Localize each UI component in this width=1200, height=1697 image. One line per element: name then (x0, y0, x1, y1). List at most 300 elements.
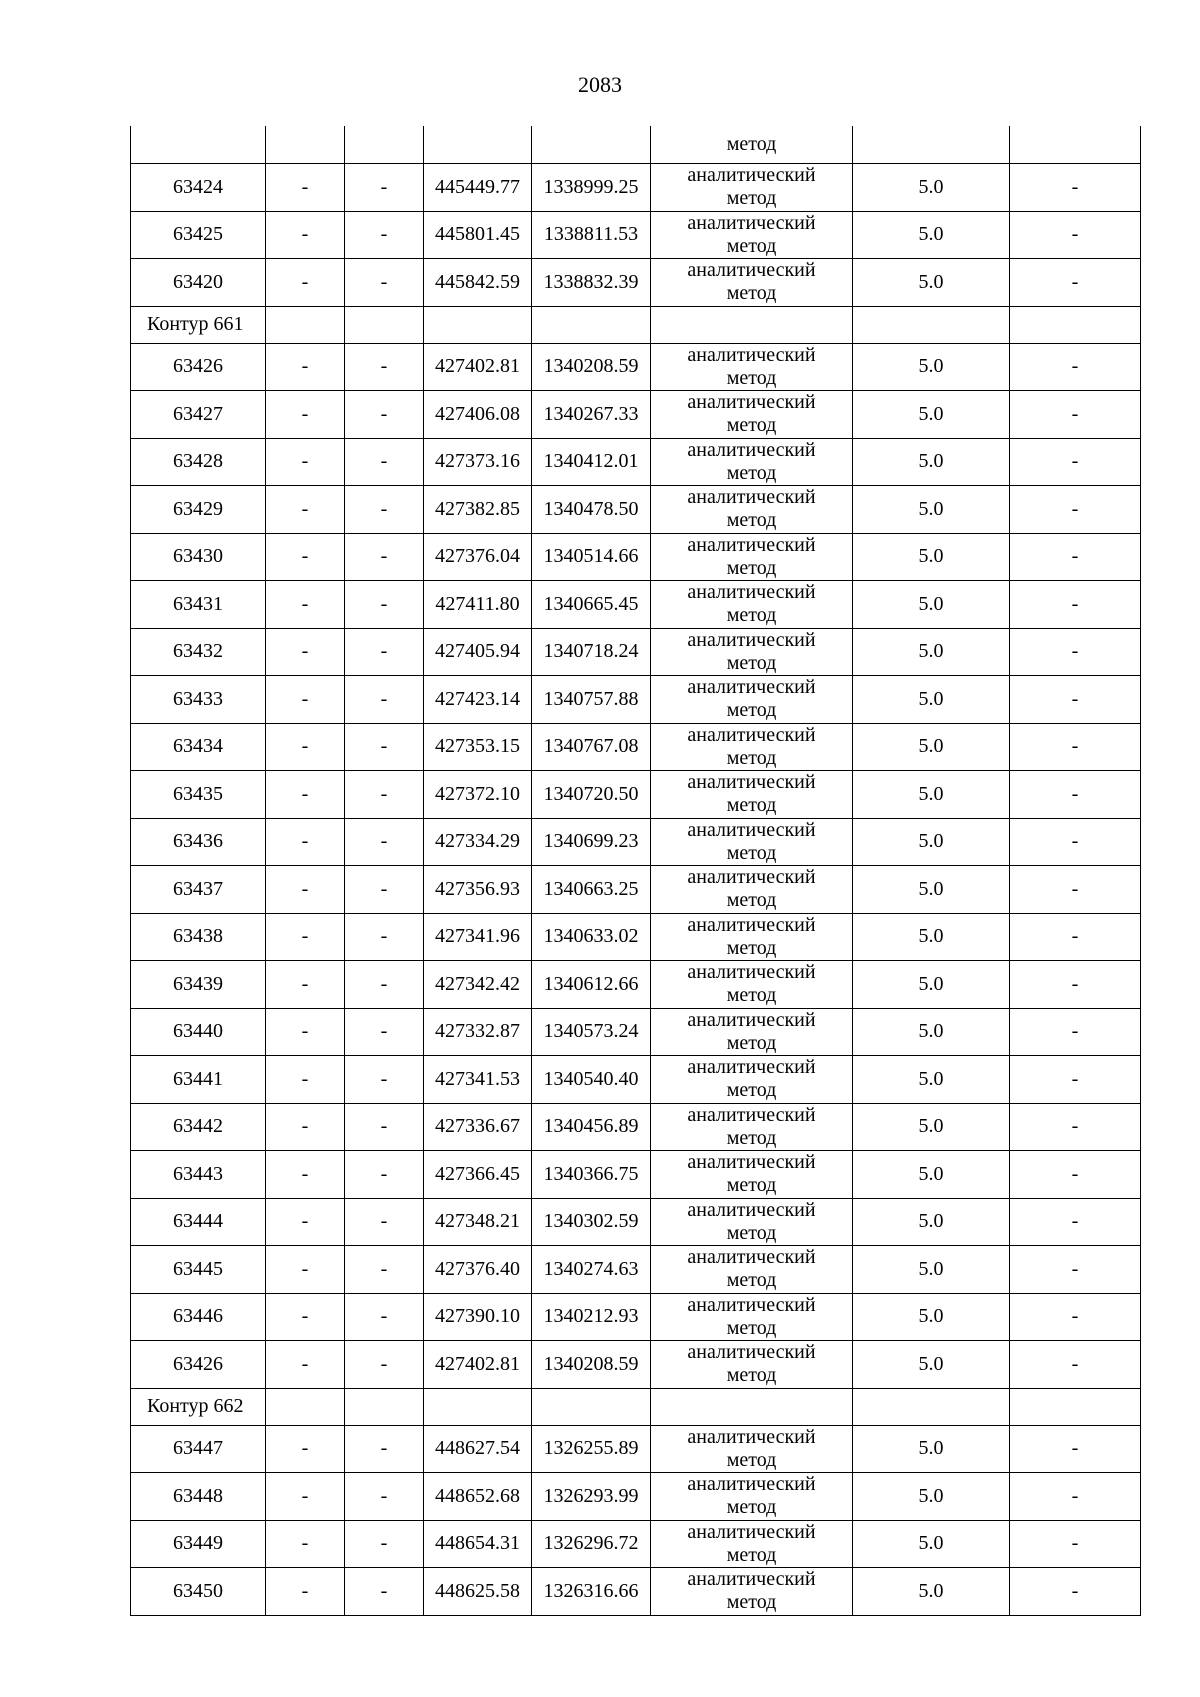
method-line-2: метод (726, 1364, 777, 1387)
method-cell (651, 259, 853, 307)
x-coordinate-cell: 427405.94 (424, 628, 532, 676)
point-id-cell: 63442 (131, 1103, 266, 1151)
accuracy-cell: 5.0 (853, 1246, 1010, 1294)
dash-cell: - (266, 1341, 345, 1389)
empty-cell (853, 1388, 1010, 1425)
empty-cell (651, 1388, 853, 1425)
x-coordinate-cell: 427348.21 (424, 1198, 532, 1246)
accuracy-cell: 5.0 (853, 1520, 1010, 1568)
method-cell (651, 1198, 853, 1246)
method-line-1: аналитический (687, 211, 816, 234)
y-coordinate-cell: 1340663.25 (532, 866, 651, 914)
y-coordinate-cell: 1340456.89 (532, 1103, 651, 1151)
method-cell (651, 723, 853, 771)
dash-cell: - (345, 1151, 424, 1199)
method-cell (651, 913, 853, 961)
accuracy-cell: 5.0 (853, 1473, 1010, 1521)
method-line-1: аналитический (687, 1246, 816, 1269)
accuracy-cell: 5.0 (853, 628, 1010, 676)
point-id-cell: 63428 (131, 438, 266, 486)
dash-cell: - (266, 1056, 345, 1104)
table-row (131, 1008, 1141, 1056)
table-row (131, 391, 1141, 439)
dash-cell: - (345, 961, 424, 1009)
method-line-2: метод (726, 936, 777, 959)
method-line-2: метод (726, 1591, 777, 1614)
dash-cell: - (266, 211, 345, 259)
point-id-cell: 63447 (131, 1425, 266, 1473)
method-cell (651, 1425, 853, 1473)
dash-cell: - (1010, 866, 1141, 914)
table-row (131, 913, 1141, 961)
dash-cell: - (345, 1293, 424, 1341)
method-line-1: аналитический (687, 1425, 816, 1448)
point-id-cell: 63450 (131, 1568, 266, 1616)
dash-cell: - (1010, 676, 1141, 724)
table-row (131, 438, 1141, 486)
method-line-2: метод (726, 1174, 777, 1197)
empty-cell (853, 126, 1010, 164)
accuracy-cell: 5.0 (853, 1293, 1010, 1341)
x-coordinate-cell: 427411.80 (424, 581, 532, 629)
y-coordinate-cell: 1340540.40 (532, 1056, 651, 1104)
table-row (131, 1056, 1141, 1104)
table-row (131, 818, 1141, 866)
dash-cell: - (266, 866, 345, 914)
x-coordinate-cell: 448625.58 (424, 1568, 532, 1616)
dash-cell: - (1010, 259, 1141, 307)
accuracy-cell: 5.0 (853, 164, 1010, 212)
method-line-1: аналитический (687, 1568, 816, 1591)
y-coordinate-cell: 1340767.08 (532, 723, 651, 771)
method-line-1: аналитический (687, 1198, 816, 1221)
dash-cell: - (266, 723, 345, 771)
method-line-1: аналитический (687, 961, 816, 984)
method-line-1: аналитический (687, 1151, 816, 1174)
dash-cell: - (345, 343, 424, 391)
point-id-cell: 63446 (131, 1293, 266, 1341)
dash-cell: - (345, 866, 424, 914)
empty-cell (424, 1388, 532, 1425)
dash-cell: - (345, 533, 424, 581)
method-line-2: метод (726, 794, 777, 817)
method-cell (651, 628, 853, 676)
y-coordinate-cell: 1340720.50 (532, 771, 651, 819)
empty-cell (1010, 306, 1141, 343)
dash-cell: - (266, 1293, 345, 1341)
dash-cell: - (1010, 1425, 1141, 1473)
dash-cell: - (266, 581, 345, 629)
method-cell (651, 486, 853, 534)
method-cell (651, 818, 853, 866)
method-line-2: метод (726, 1269, 777, 1292)
method-line-2: метод (726, 1448, 777, 1471)
x-coordinate-cell: 427390.10 (424, 1293, 532, 1341)
method-line-1: аналитический (687, 533, 816, 556)
method-line-1: аналитический (687, 164, 816, 187)
dash-cell: - (345, 913, 424, 961)
method-cell (651, 1520, 853, 1568)
x-coordinate-cell: 445449.77 (424, 164, 532, 212)
dash-cell: - (1010, 1520, 1141, 1568)
x-coordinate-cell: 427334.29 (424, 818, 532, 866)
x-coordinate-cell: 427353.15 (424, 723, 532, 771)
x-coordinate-cell: 445842.59 (424, 259, 532, 307)
dash-cell: - (266, 1425, 345, 1473)
y-coordinate-cell: 1340757.88 (532, 676, 651, 724)
point-id-cell: 63429 (131, 486, 266, 534)
y-coordinate-cell: 1340208.59 (532, 1341, 651, 1389)
method-cell (651, 1103, 853, 1151)
empty-cell (266, 126, 345, 164)
table-row (131, 1293, 1141, 1341)
dash-cell: - (345, 1103, 424, 1151)
x-coordinate-cell: 448654.31 (424, 1520, 532, 1568)
dash-cell: - (266, 1103, 345, 1151)
accuracy-cell: 5.0 (853, 1425, 1010, 1473)
dash-cell: - (345, 818, 424, 866)
method-line-1: аналитический (687, 1341, 816, 1364)
x-coordinate-cell: 427341.96 (424, 913, 532, 961)
method-cell (651, 391, 853, 439)
x-coordinate-cell: 427341.53 (424, 1056, 532, 1104)
method-cell (651, 1293, 853, 1341)
dash-cell: - (345, 1056, 424, 1104)
dash-cell: - (266, 818, 345, 866)
x-coordinate-cell: 427382.85 (424, 486, 532, 534)
dash-cell: - (345, 676, 424, 724)
y-coordinate-cell: 1326293.99 (532, 1473, 651, 1521)
method-line-2: метод (726, 889, 777, 912)
method-cell (651, 771, 853, 819)
table-row (131, 1151, 1141, 1199)
dash-cell: - (1010, 913, 1141, 961)
method-cell (651, 164, 853, 212)
point-id-cell: 63449 (131, 1520, 266, 1568)
accuracy-cell: 5.0 (853, 581, 1010, 629)
dash-cell: - (345, 1520, 424, 1568)
method-line-2: метод (726, 187, 777, 210)
method-line-2: метод (726, 984, 777, 1007)
x-coordinate-cell: 427373.16 (424, 438, 532, 486)
table-row (131, 1103, 1141, 1151)
x-coordinate-cell: 448652.68 (424, 1473, 532, 1521)
dash-cell: - (1010, 1246, 1141, 1294)
point-id-cell: 63430 (131, 533, 266, 581)
table-row (131, 1473, 1141, 1521)
contour-header-row (131, 306, 1141, 343)
method-cell (651, 866, 853, 914)
x-coordinate-cell: 427372.10 (424, 771, 532, 819)
x-coordinate-cell: 427366.45 (424, 1151, 532, 1199)
dash-cell: - (345, 1198, 424, 1246)
x-coordinate-cell: 427332.87 (424, 1008, 532, 1056)
method-line-2: метод (726, 841, 777, 864)
table-row (131, 211, 1141, 259)
table-row (131, 343, 1141, 391)
dash-cell: - (345, 1246, 424, 1294)
point-id-cell: 63426 (131, 1341, 266, 1389)
dash-cell: - (345, 1008, 424, 1056)
dash-cell: - (1010, 628, 1141, 676)
dash-cell: - (266, 1520, 345, 1568)
method-line-1: аналитический (687, 486, 816, 509)
accuracy-cell: 5.0 (853, 391, 1010, 439)
method-line-1: аналитический (687, 438, 816, 461)
table-row (131, 1425, 1141, 1473)
x-coordinate-cell: 427402.81 (424, 343, 532, 391)
method-line-1: аналитический (687, 1293, 816, 1316)
empty-cell (532, 126, 651, 164)
method-line-2: метод (726, 509, 777, 532)
method-cell (651, 1473, 853, 1521)
y-coordinate-cell: 1326255.89 (532, 1425, 651, 1473)
point-id-cell: 63438 (131, 913, 266, 961)
accuracy-cell: 5.0 (853, 1151, 1010, 1199)
y-coordinate-cell: 1340573.24 (532, 1008, 651, 1056)
method-line-2: метод (726, 651, 777, 674)
dash-cell: - (1010, 1341, 1141, 1389)
x-coordinate-cell: 427356.93 (424, 866, 532, 914)
method-cell (651, 211, 853, 259)
y-coordinate-cell: 1340208.59 (532, 343, 651, 391)
dash-cell: - (266, 1473, 345, 1521)
dash-cell: - (266, 1151, 345, 1199)
empty-cell (1010, 1388, 1141, 1425)
point-id-cell: 63441 (131, 1056, 266, 1104)
x-coordinate-cell: 448627.54 (424, 1425, 532, 1473)
table-row (131, 533, 1141, 581)
dash-cell: - (345, 259, 424, 307)
accuracy-cell: 5.0 (853, 723, 1010, 771)
method-line-2: метод (726, 556, 777, 579)
point-id-cell: 63435 (131, 771, 266, 819)
dash-cell: - (266, 676, 345, 724)
method-line-1: аналитический (687, 1056, 816, 1079)
dash-cell: - (266, 259, 345, 307)
dash-cell: - (1010, 164, 1141, 212)
point-id-cell: 63425 (131, 211, 266, 259)
dash-cell: - (345, 391, 424, 439)
coordinates-table (130, 126, 1141, 1616)
dash-cell: - (266, 343, 345, 391)
table-row (131, 1198, 1141, 1246)
dash-cell: - (1010, 1293, 1141, 1341)
method-line-1: аналитический (687, 343, 816, 366)
dash-cell: - (1010, 961, 1141, 1009)
method-cell (651, 676, 853, 724)
method-cell (651, 1568, 853, 1616)
empty-cell (131, 126, 266, 164)
accuracy-cell: 5.0 (853, 211, 1010, 259)
accuracy-cell: 5.0 (853, 866, 1010, 914)
dash-cell: - (266, 628, 345, 676)
point-id-cell: 63437 (131, 866, 266, 914)
dash-cell: - (345, 438, 424, 486)
accuracy-cell: 5.0 (853, 486, 1010, 534)
point-id-cell: 63444 (131, 1198, 266, 1246)
method-line-2: метод (726, 282, 777, 305)
accuracy-cell: 5.0 (853, 1198, 1010, 1246)
empty-cell (345, 126, 424, 164)
dash-cell: - (266, 771, 345, 819)
x-coordinate-cell: 427402.81 (424, 1341, 532, 1389)
y-coordinate-cell: 1340514.66 (532, 533, 651, 581)
point-id-cell: 63432 (131, 628, 266, 676)
dash-cell: - (1010, 1103, 1141, 1151)
y-coordinate-cell: 1340212.93 (532, 1293, 651, 1341)
table-row (131, 164, 1141, 212)
dash-cell: - (266, 164, 345, 212)
method-line-2: метод (726, 1221, 777, 1244)
x-coordinate-cell: 427336.67 (424, 1103, 532, 1151)
method-line-1: аналитический (687, 1008, 816, 1031)
method-cell (651, 343, 853, 391)
accuracy-cell: 5.0 (853, 1341, 1010, 1389)
point-id-cell: 63445 (131, 1246, 266, 1294)
method-line-2: метод (726, 234, 777, 257)
y-coordinate-cell: 1340478.50 (532, 486, 651, 534)
table-row (131, 676, 1141, 724)
accuracy-cell: 5.0 (853, 1056, 1010, 1104)
table-row (131, 723, 1141, 771)
dash-cell: - (266, 1568, 345, 1616)
point-id-cell: 63433 (131, 676, 266, 724)
accuracy-cell: 5.0 (853, 1103, 1010, 1151)
contour-label: Контур 662 (131, 1388, 266, 1425)
dash-cell: - (345, 1425, 424, 1473)
x-coordinate-cell: 427376.04 (424, 533, 532, 581)
y-coordinate-cell: 1340718.24 (532, 628, 651, 676)
dash-cell: - (266, 391, 345, 439)
empty-cell (1010, 126, 1141, 164)
contour-header-row (131, 1388, 1141, 1425)
method-line-1: аналитический (687, 1103, 816, 1126)
dash-cell: - (345, 164, 424, 212)
dash-cell: - (345, 628, 424, 676)
table-row (131, 1520, 1141, 1568)
dash-cell: - (345, 486, 424, 534)
method-cell (651, 533, 853, 581)
dash-cell: - (345, 581, 424, 629)
y-coordinate-cell: 1326296.72 (532, 1520, 651, 1568)
dash-cell: - (1010, 1008, 1141, 1056)
method-line-2: метод (726, 1031, 777, 1054)
x-coordinate-cell: 427342.42 (424, 961, 532, 1009)
dash-cell: - (345, 1568, 424, 1616)
method-line-1: аналитический (687, 581, 816, 604)
empty-cell (424, 306, 532, 343)
point-id-cell: 63424 (131, 164, 266, 212)
dash-cell: - (1010, 343, 1141, 391)
y-coordinate-cell: 1340267.33 (532, 391, 651, 439)
dash-cell: - (266, 1008, 345, 1056)
table-row (131, 486, 1141, 534)
y-coordinate-cell: 1340366.75 (532, 1151, 651, 1199)
accuracy-cell: 5.0 (853, 343, 1010, 391)
point-id-cell: 63431 (131, 581, 266, 629)
empty-cell (266, 1388, 345, 1425)
dash-cell: - (1010, 211, 1141, 259)
method-line-2: метод (726, 1316, 777, 1339)
table-row (131, 961, 1141, 1009)
dash-cell: - (266, 913, 345, 961)
dash-cell: - (1010, 533, 1141, 581)
y-coordinate-cell: 1326316.66 (532, 1568, 651, 1616)
dash-cell: - (1010, 438, 1141, 486)
dash-cell: - (1010, 581, 1141, 629)
y-coordinate-cell: 1338811.53 (532, 211, 651, 259)
method-continuation-cell: метод (651, 126, 853, 164)
dash-cell: - (1010, 391, 1141, 439)
point-id-cell: 63443 (131, 1151, 266, 1199)
continuation-row (131, 126, 1141, 164)
accuracy-cell: 5.0 (853, 533, 1010, 581)
empty-cell (532, 1388, 651, 1425)
point-id-cell: 63436 (131, 818, 266, 866)
method-line-2: метод (726, 1126, 777, 1149)
dash-cell: - (1010, 486, 1141, 534)
point-id-cell: 63427 (131, 391, 266, 439)
dash-cell: - (345, 723, 424, 771)
y-coordinate-cell: 1340612.66 (532, 961, 651, 1009)
point-id-cell: 63448 (131, 1473, 266, 1521)
y-coordinate-cell: 1340274.63 (532, 1246, 651, 1294)
method-line-2: метод (726, 1079, 777, 1102)
method-cell (651, 1008, 853, 1056)
point-id-cell: 63440 (131, 1008, 266, 1056)
empty-cell (345, 306, 424, 343)
dash-cell: - (1010, 818, 1141, 866)
method-cell (651, 1151, 853, 1199)
method-cell (651, 961, 853, 1009)
dash-cell: - (266, 1246, 345, 1294)
page-number: 2083 (578, 72, 622, 97)
method-line-1: аналитический (687, 628, 816, 651)
dash-cell: - (1010, 771, 1141, 819)
method-line-2: метод (726, 461, 777, 484)
table-row (131, 1246, 1141, 1294)
method-line-1: аналитический (687, 818, 816, 841)
y-coordinate-cell: 1338999.25 (532, 164, 651, 212)
dash-cell: - (266, 438, 345, 486)
accuracy-cell: 5.0 (853, 961, 1010, 1009)
dash-cell: - (345, 1473, 424, 1521)
method-line-2: метод (726, 366, 777, 389)
point-id-cell: 63426 (131, 343, 266, 391)
table-row (131, 259, 1141, 307)
x-coordinate-cell: 445801.45 (424, 211, 532, 259)
method-cell (651, 581, 853, 629)
method-line-1: аналитический (687, 913, 816, 936)
dash-cell: - (1010, 1151, 1141, 1199)
dash-cell: - (1010, 1198, 1141, 1246)
method-line-1: аналитический (687, 259, 816, 282)
dash-cell: - (1010, 1056, 1141, 1104)
method-cell (651, 1246, 853, 1294)
empty-cell (345, 1388, 424, 1425)
table-row (131, 1341, 1141, 1389)
empty-cell (266, 306, 345, 343)
y-coordinate-cell: 1340699.23 (532, 818, 651, 866)
accuracy-cell: 5.0 (853, 259, 1010, 307)
empty-cell (853, 306, 1010, 343)
x-coordinate-cell: 427406.08 (424, 391, 532, 439)
accuracy-cell: 5.0 (853, 1568, 1010, 1616)
table-row (131, 581, 1141, 629)
dash-cell: - (1010, 1568, 1141, 1616)
method-cell (651, 438, 853, 486)
